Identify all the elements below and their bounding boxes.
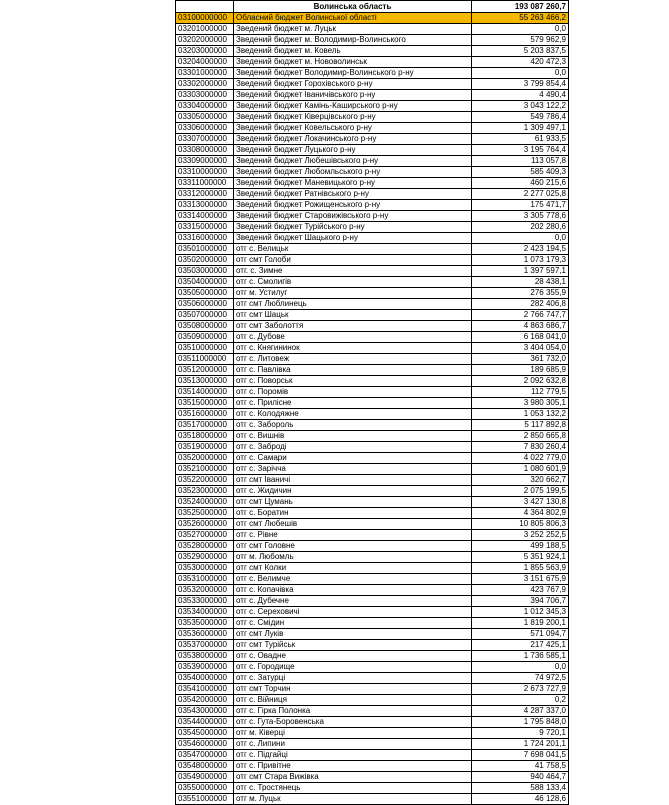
budget-name-cell: отг с. Овадне — [234, 651, 472, 662]
header-code-cell — [176, 1, 234, 13]
table-row — [176, 486, 569, 497]
table-row — [176, 497, 569, 508]
budget-amount-cell: 5 117 892,8 — [472, 420, 569, 431]
budget-name-cell: отг с. Велицьк — [234, 244, 472, 255]
budget-code-cell: 03301000000 — [176, 68, 234, 79]
budget-code-cell: 03515000000 — [176, 398, 234, 409]
budget-amount-cell: 74 972,5 — [472, 673, 569, 684]
table-row — [176, 211, 569, 222]
table-row — [176, 508, 569, 519]
budget-name-cell: отг смт Колки — [234, 563, 472, 574]
budget-amount-cell: 423 767,9 — [472, 585, 569, 596]
budget-name-cell: Зведений бюджет м. Луцьк — [234, 24, 472, 35]
budget-code-cell: 03519000000 — [176, 442, 234, 453]
table-row — [176, 343, 569, 354]
budget-name-cell: отг с. Княгининок — [234, 343, 472, 354]
budget-name-cell: отг с. Сереховичі — [234, 607, 472, 618]
budget-name-cell: отг с. Смідин — [234, 618, 472, 629]
budget-amount-cell: 112 779,5 — [472, 387, 569, 398]
header-row — [176, 1, 569, 13]
budget-amount-cell: 1 053 132,2 — [472, 409, 569, 420]
budget-amount-cell: 189 685,9 — [472, 365, 569, 376]
budget-code-cell: 03528000000 — [176, 541, 234, 552]
table-row — [176, 420, 569, 431]
budget-name-cell: отг смт Стара Вижівка — [234, 772, 472, 783]
budget-code-cell: 03529000000 — [176, 552, 234, 563]
table-row — [176, 640, 569, 651]
table-row — [176, 299, 569, 310]
table-row — [176, 541, 569, 552]
budget-code-cell: 03510000000 — [176, 343, 234, 354]
budget-code-cell: 03539000000 — [176, 662, 234, 673]
table-row — [176, 651, 569, 662]
table-row — [176, 189, 569, 200]
budget-amount-cell: 940 464,7 — [472, 772, 569, 783]
budget-amount-cell: 3 252 252,5 — [472, 530, 569, 541]
budget-code-cell: 03533000000 — [176, 596, 234, 607]
budget-name-cell: отг с. Забороль — [234, 420, 472, 431]
budget-code-cell: 03530000000 — [176, 563, 234, 574]
table-row — [176, 563, 569, 574]
budget-code-cell: 03303000000 — [176, 90, 234, 101]
budget-code-cell: 03305000000 — [176, 112, 234, 123]
budget-code-cell: 03506000000 — [176, 299, 234, 310]
budget-name-cell: отг с. Гута-Боровенська — [234, 717, 472, 728]
budget-code-cell: 03523000000 — [176, 486, 234, 497]
table-row — [176, 178, 569, 189]
budget-code-cell: 03520000000 — [176, 453, 234, 464]
budget-name-cell: Зведений бюджет м. Нововолинськ — [234, 57, 472, 68]
table-row — [176, 728, 569, 739]
budget-name-cell: отг с. Гірка Полонка — [234, 706, 472, 717]
budget-amount-cell: 217 425,1 — [472, 640, 569, 651]
budget-amount-cell: 0,0 — [472, 662, 569, 673]
budget-amount-cell: 3 404 054,0 — [472, 343, 569, 354]
table-row — [176, 629, 569, 640]
budget-name-cell: отг смт Шацьк — [234, 310, 472, 321]
table-row — [176, 123, 569, 134]
budget-code-cell: 03527000000 — [176, 530, 234, 541]
table-row — [176, 68, 569, 79]
table-row — [176, 101, 569, 112]
budget-code-cell: 03503000000 — [176, 266, 234, 277]
budget-code-cell: 03549000000 — [176, 772, 234, 783]
table-row — [176, 46, 569, 57]
budget-amount-cell: 2 423 194,5 — [472, 244, 569, 255]
budget-name-cell: отг смт Іваничі — [234, 475, 472, 486]
table-row — [176, 200, 569, 211]
budget-code-cell: 03501000000 — [176, 244, 234, 255]
budget-name-cell: отг смт Любешів — [234, 519, 472, 530]
budget-name-cell: Зведений бюджет Луцького р-ну — [234, 145, 472, 156]
table-row — [176, 739, 569, 750]
budget-name-cell: отг смт Цумань — [234, 497, 472, 508]
budget-name-cell: Зведений бюджет Володимир-Волинського р-ну — [234, 68, 472, 79]
budget-code-cell: 03308000000 — [176, 145, 234, 156]
table-row — [176, 321, 569, 332]
budget-code-cell: 03537000000 — [176, 640, 234, 651]
budget-amount-cell: 282 406,8 — [472, 299, 569, 310]
budget-name-cell: отг с. Тростянець — [234, 783, 472, 794]
table-row — [176, 607, 569, 618]
budget-name-cell: отг смт Торчин — [234, 684, 472, 695]
budget-amount-cell: 3 043 122,2 — [472, 101, 569, 112]
budget-amount-cell: 361 732,0 — [472, 354, 569, 365]
budget-code-cell: 03534000000 — [176, 607, 234, 618]
table-row — [176, 365, 569, 376]
budget-amount-cell: 571 094,7 — [472, 629, 569, 640]
budget-code-cell: 03302000000 — [176, 79, 234, 90]
budget-name-cell: отг с. Прилісне — [234, 398, 472, 409]
budget-code-cell: 03309000000 — [176, 156, 234, 167]
budget-name-cell: отг с. Дубове — [234, 332, 472, 343]
budget-amount-cell: 3 305 778,6 — [472, 211, 569, 222]
table-row — [176, 156, 569, 167]
table-row — [176, 310, 569, 321]
budget-code-cell: 03511000000 — [176, 354, 234, 365]
budget-name-cell: отг с. Копачівка — [234, 585, 472, 596]
budget-amount-cell: 55 263 466,2 — [472, 13, 569, 24]
budget-name-cell: отг с. Жидичин — [234, 486, 472, 497]
table-row — [176, 35, 569, 46]
budget-amount-cell: 588 133,4 — [472, 783, 569, 794]
table-row — [176, 794, 569, 805]
budget-code-cell: 03513000000 — [176, 376, 234, 387]
budget-amount-cell: 202 280,6 — [472, 222, 569, 233]
table-row — [176, 431, 569, 442]
budget-code-cell: 03518000000 — [176, 431, 234, 442]
budget-amount-cell: 5 203 837,5 — [472, 46, 569, 57]
table-row — [176, 475, 569, 486]
budget-code-cell: 03316000000 — [176, 233, 234, 244]
budget-name-cell: отг смт Голоби — [234, 255, 472, 266]
budget-code-cell: 03545000000 — [176, 728, 234, 739]
budget-code-cell: 03315000000 — [176, 222, 234, 233]
table-row — [176, 662, 569, 673]
budget-code-cell: 03521000000 — [176, 464, 234, 475]
budget-name-cell: отг с. Поромів — [234, 387, 472, 398]
budget-code-cell: 03525000000 — [176, 508, 234, 519]
budget-code-cell: 03204000000 — [176, 57, 234, 68]
table-row — [176, 519, 569, 530]
region-total: 193 087 260,7 — [472, 1, 569, 13]
table-row — [176, 57, 569, 68]
budget-amount-cell: 3 427 130,8 — [472, 497, 569, 508]
budget-name-cell: Зведений бюджет Турійського р-ну — [234, 222, 472, 233]
budget-code-cell: 03314000000 — [176, 211, 234, 222]
budget-name-cell: отг с. Боратин — [234, 508, 472, 519]
budget-amount-cell: 1 795 848,0 — [472, 717, 569, 728]
budget-code-cell: 03509000000 — [176, 332, 234, 343]
budget-code-cell: 03100000000 — [176, 13, 234, 24]
budget-name-cell: Зведений бюджет Ковельського р-ну — [234, 123, 472, 134]
budget-amount-cell: 9 720,1 — [472, 728, 569, 739]
budget-amount-cell: 1 012 345,3 — [472, 607, 569, 618]
budget-table — [175, 0, 569, 805]
budget-name-cell: Зведений бюджет Рожищенського р-ну — [234, 200, 472, 211]
budget-name-cell: отг с. Війниця — [234, 695, 472, 706]
table-row — [176, 585, 569, 596]
budget-code-cell: 03310000000 — [176, 167, 234, 178]
budget-code-cell: 03313000000 — [176, 200, 234, 211]
budget-name-cell: Зведений бюджет Ківерцівського р-ну — [234, 112, 472, 123]
budget-amount-cell: 4 287 337,0 — [472, 706, 569, 717]
budget-amount-cell: 2 766 747,7 — [472, 310, 569, 321]
table-row — [176, 134, 569, 145]
table-row — [176, 288, 569, 299]
table-row — [176, 233, 569, 244]
budget-name-cell: отг с. Павлівка — [234, 365, 472, 376]
budget-code-cell: 03532000000 — [176, 585, 234, 596]
budget-amount-cell: 460 215,6 — [472, 178, 569, 189]
budget-code-cell: 03522000000 — [176, 475, 234, 486]
budget-code-cell: 03306000000 — [176, 123, 234, 134]
budget-amount-cell: 113 057,8 — [472, 156, 569, 167]
table-row — [176, 706, 569, 717]
table-row — [176, 574, 569, 585]
budget-name-cell: отг м. Луцьк — [234, 794, 472, 805]
budget-name-cell: Зведений бюджет м. Ковель — [234, 46, 472, 57]
budget-amount-cell: 0,0 — [472, 233, 569, 244]
table-row — [176, 376, 569, 387]
budget-name-cell: отг с. Поворськ — [234, 376, 472, 387]
budget-amount-cell: 1 080 601,9 — [472, 464, 569, 475]
budget-amount-cell: 1 309 497,1 — [472, 123, 569, 134]
budget-name-cell: отг м. Ківерці — [234, 728, 472, 739]
table-row — [176, 618, 569, 629]
budget-code-cell: 03508000000 — [176, 321, 234, 332]
budget-amount-cell: 1 819 200,1 — [472, 618, 569, 629]
budget-code-cell: 03516000000 — [176, 409, 234, 420]
budget-code-cell: 03548000000 — [176, 761, 234, 772]
budget-code-cell: 03531000000 — [176, 574, 234, 585]
table-row — [176, 244, 569, 255]
budget-code-cell: 03547000000 — [176, 750, 234, 761]
table-row — [176, 717, 569, 728]
budget-code-cell: 03543000000 — [176, 706, 234, 717]
budget-name-cell: отг с. Колодяжне — [234, 409, 472, 420]
table-row — [176, 750, 569, 761]
budget-name-cell: отг с. Затурці — [234, 673, 472, 684]
budget-code-cell: 03504000000 — [176, 277, 234, 288]
budget-amount-cell: 10 805 806,3 — [472, 519, 569, 530]
budget-code-cell: 03517000000 — [176, 420, 234, 431]
table-row — [176, 90, 569, 101]
budget-amount-cell: 1 855 563,9 — [472, 563, 569, 574]
budget-name-cell: отг с. Рівне — [234, 530, 472, 541]
table-row — [176, 277, 569, 288]
budget-name-cell: отг с. Литовеж — [234, 354, 472, 365]
budget-amount-cell: 499 188,5 — [472, 541, 569, 552]
budget-amount-cell: 3 195 764,4 — [472, 145, 569, 156]
budget-amount-cell: 320 662,7 — [472, 475, 569, 486]
budget-amount-cell: 1 073 179,3 — [472, 255, 569, 266]
table-row — [176, 266, 569, 277]
table-row — [176, 772, 569, 783]
budget-amount-cell: 4 490,4 — [472, 90, 569, 101]
budget-amount-cell: 5 351 924,1 — [472, 552, 569, 563]
table-row — [176, 398, 569, 409]
table-row — [176, 530, 569, 541]
budget-code-cell: 03202000000 — [176, 35, 234, 46]
budget-name-cell: отг м. Любомль — [234, 552, 472, 563]
budget-name-cell: Зведений бюджет Шацького р-ну — [234, 233, 472, 244]
budget-code-cell: 03546000000 — [176, 739, 234, 750]
budget-amount-cell: 420 472,3 — [472, 57, 569, 68]
budget-amount-cell: 2 277 025,8 — [472, 189, 569, 200]
budget-name-cell: отг с. Липини — [234, 739, 472, 750]
table-row — [176, 673, 569, 684]
budget-amount-cell: 175 471,7 — [472, 200, 569, 211]
budget-amount-cell: 3 151 675,9 — [472, 574, 569, 585]
budget-name-cell: отг с. Забродi — [234, 442, 472, 453]
budget-code-cell: 03551000000 — [176, 794, 234, 805]
region-title: Волинська область — [234, 1, 472, 13]
budget-amount-cell: 61 933,5 — [472, 134, 569, 145]
budget-name-cell: Зведений бюджет Старовижівського р-ну — [234, 211, 472, 222]
budget-name-cell: Зведений бюджет Любешівського р-ну — [234, 156, 472, 167]
budget-amount-cell: 7 830 260,4 — [472, 442, 569, 453]
budget-code-cell: 03507000000 — [176, 310, 234, 321]
budget-amount-cell: 4 863 686,7 — [472, 321, 569, 332]
budget-name-cell: отг. с. Зимне — [234, 266, 472, 277]
budget-amount-cell: 4 364 802,9 — [472, 508, 569, 519]
budget-name-cell: Зведений бюджет Ратнівського р-ну — [234, 189, 472, 200]
budget-amount-cell: 394 706,7 — [472, 596, 569, 607]
budget-name-cell: отг с. Самари — [234, 453, 472, 464]
budget-amount-cell: 585 409,3 — [472, 167, 569, 178]
table-row — [176, 442, 569, 453]
budget-code-cell: 03307000000 — [176, 134, 234, 145]
budget-amount-cell: 579 962,9 — [472, 35, 569, 46]
table-row — [176, 222, 569, 233]
budget-name-cell: Зведений бюджет Камінь-Каширського р-ну — [234, 101, 472, 112]
budget-code-cell: 03541000000 — [176, 684, 234, 695]
table-row — [176, 13, 569, 24]
budget-code-cell: 03512000000 — [176, 365, 234, 376]
budget-name-cell: Зведений бюджет Маневицького р-ну — [234, 178, 472, 189]
table-row — [176, 145, 569, 156]
table-row — [176, 684, 569, 695]
budget-code-cell: 03536000000 — [176, 629, 234, 640]
budget-amount-cell: 46 128,6 — [472, 794, 569, 805]
budget-name-cell: Зведений бюджет Любомльського р-ну — [234, 167, 472, 178]
budget-amount-cell: 2 092 632,8 — [472, 376, 569, 387]
budget-amount-cell: 41 758,5 — [472, 761, 569, 772]
budget-name-cell: Зведений бюджет Іваничівського р-ну — [234, 90, 472, 101]
budget-amount-cell: 1 736 585,1 — [472, 651, 569, 662]
table-row — [176, 79, 569, 90]
budget-name-cell: отг м. Устилуг — [234, 288, 472, 299]
budget-name-cell: отг смт Луків — [234, 629, 472, 640]
table-row — [176, 453, 569, 464]
budget-code-cell: 03526000000 — [176, 519, 234, 530]
budget-name-cell: отг с. Городище — [234, 662, 472, 673]
budget-name-cell: Зведений бюджет Горохівського р-ну — [234, 79, 472, 90]
budget-amount-cell: 2 673 727,9 — [472, 684, 569, 695]
budget-name-cell: отг с. Привітне — [234, 761, 472, 772]
budget-amount-cell: 2 075 199,5 — [472, 486, 569, 497]
budget-code-cell: 03201000000 — [176, 24, 234, 35]
budget-name-cell: отг смт Люблинець — [234, 299, 472, 310]
table-row — [176, 552, 569, 563]
table-row — [176, 112, 569, 123]
budget-code-cell: 03550000000 — [176, 783, 234, 794]
budget-code-cell: 03538000000 — [176, 651, 234, 662]
table-row — [176, 332, 569, 343]
budget-amount-cell: 28 438,1 — [472, 277, 569, 288]
budget-code-cell: 03312000000 — [176, 189, 234, 200]
budget-amount-cell: 1 724 201,1 — [472, 739, 569, 750]
budget-name-cell: отг с. Вишнів — [234, 431, 472, 442]
budget-code-cell: 03203000000 — [176, 46, 234, 57]
budget-code-cell: 03535000000 — [176, 618, 234, 629]
budget-amount-cell: 276 355,9 — [472, 288, 569, 299]
table-row — [176, 255, 569, 266]
budget-code-cell: 03524000000 — [176, 497, 234, 508]
budget-code-cell: 03514000000 — [176, 387, 234, 398]
budget-name-cell: отг смт Турійськ — [234, 640, 472, 651]
budget-amount-cell: 3 980 305,1 — [472, 398, 569, 409]
budget-amount-cell: 1 397 597,1 — [472, 266, 569, 277]
budget-name-cell: отг с. Підгайці — [234, 750, 472, 761]
budget-name-cell: Зведений бюджет м. Володимир-Волинського — [234, 35, 472, 46]
table-row — [176, 387, 569, 398]
budget-code-cell: 03304000000 — [176, 101, 234, 112]
budget-code-cell: 03540000000 — [176, 673, 234, 684]
budget-amount-cell: 0,0 — [472, 24, 569, 35]
budget-code-cell: 03502000000 — [176, 255, 234, 266]
budget-amount-cell: 2 850 665,8 — [472, 431, 569, 442]
budget-name-cell: отг с. Велимче — [234, 574, 472, 585]
table-row — [176, 24, 569, 35]
budget-amount-cell: 4 022 779,0 — [472, 453, 569, 464]
budget-code-cell: 03505000000 — [176, 288, 234, 299]
budget-amount-cell: 6 168 041,0 — [472, 332, 569, 343]
budget-name-cell: отг смт Головне — [234, 541, 472, 552]
table-row — [176, 695, 569, 706]
table-row — [176, 464, 569, 475]
budget-name-cell: отг с. Зарічча — [234, 464, 472, 475]
table-row — [176, 596, 569, 607]
table-row — [176, 783, 569, 794]
budget-code-cell: 03311000000 — [176, 178, 234, 189]
budget-amount-cell: 549 786,4 — [472, 112, 569, 123]
budget-amount-cell: 7 698 041,5 — [472, 750, 569, 761]
table-row — [176, 761, 569, 772]
budget-amount-cell: 0,2 — [472, 695, 569, 706]
budget-amount-cell: 3 799 854,4 — [472, 79, 569, 90]
budget-code-cell: 03542000000 — [176, 695, 234, 706]
budget-name-cell: отг с. Смолигів — [234, 277, 472, 288]
budget-code-cell: 03544000000 — [176, 717, 234, 728]
budget-name-cell: отг смт Заболоття — [234, 321, 472, 332]
table-row — [176, 409, 569, 420]
table-row — [176, 354, 569, 365]
budget-amount-cell: 0,0 — [472, 68, 569, 79]
budget-name-cell: Обласний бюджет Волинської області — [234, 13, 472, 24]
budget-name-cell: Зведений бюджет Локачинського р-ну — [234, 134, 472, 145]
table-row — [176, 167, 569, 178]
budget-name-cell: отг с. Дубечне — [234, 596, 472, 607]
